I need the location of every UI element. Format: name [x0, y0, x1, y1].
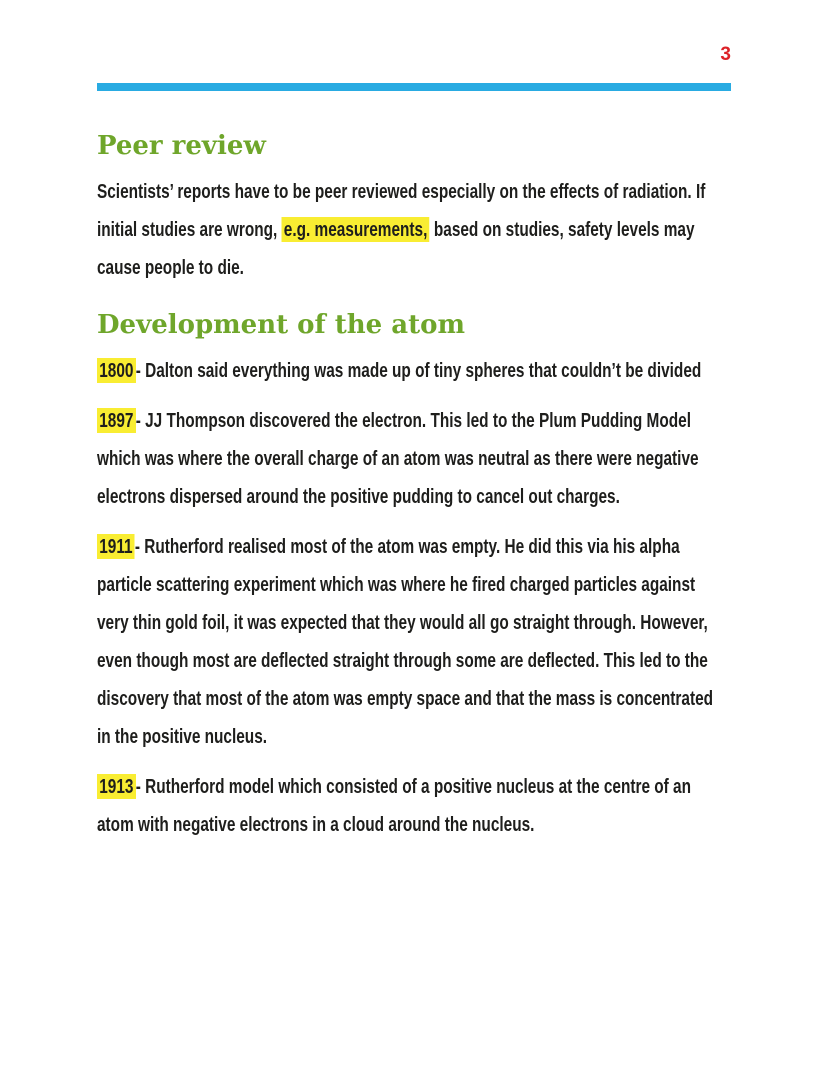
paragraph-text: - Rutherford realised most of the atom was empty. He did this via his alpha particle scattering experiment which was where he fired charged particles against very thin gold foil, it was expected that they would all go straight through. However, even though most are deflected straight through some are deflected. This led to the discovery that most of the atom was empty space and that the mass is concentrated in the positive nucleus. — [97, 535, 714, 748]
paragraph-1800 — [97, 352, 731, 390]
highlighted-text: e.g. measurements, — [282, 217, 430, 242]
paragraph-text: based on studies, safety levels may cause people to die. — [97, 218, 695, 279]
highlighted-year-1913: 1913 — [97, 774, 136, 799]
highlighted-year-1911: 1911 — [97, 534, 135, 559]
page-content — [97, 91, 731, 856]
highlighted-year-1897: 1897 — [97, 408, 136, 433]
paragraph-text: - JJ Thompson discovered the electron. This led to the Plum Pudding Model which was where the overall charge of an atom was neutral as there were negative electrons dispersed around the positive pudding to cancel out charges. — [97, 409, 699, 508]
highlighted-year-1800: 1800 — [97, 358, 136, 383]
paragraph-peer-review — [97, 173, 731, 287]
paragraph-text: Scientists’ reports have to be peer reviewed especially on the effects of radiation. If initial studies are wrong, — [97, 180, 706, 241]
paragraph-1913 — [97, 768, 731, 844]
top-rule-divider — [97, 83, 731, 91]
paragraph-1897 — [97, 402, 731, 516]
paragraph-text: - Rutherford model which consisted of a positive nucleus at the centre of an atom with negative electrons in a cloud around the nucleus. — [97, 775, 691, 836]
paragraph-1911 — [97, 528, 731, 756]
paragraph-text: - Dalton said everything was made up of tiny spheres that couldn’t be divided — [135, 359, 702, 382]
section-heading-development-of-the-atom: Development of the atom — [97, 310, 465, 340]
section-heading-peer-review: Peer review — [97, 131, 266, 161]
page-number: 3 — [720, 44, 731, 65]
